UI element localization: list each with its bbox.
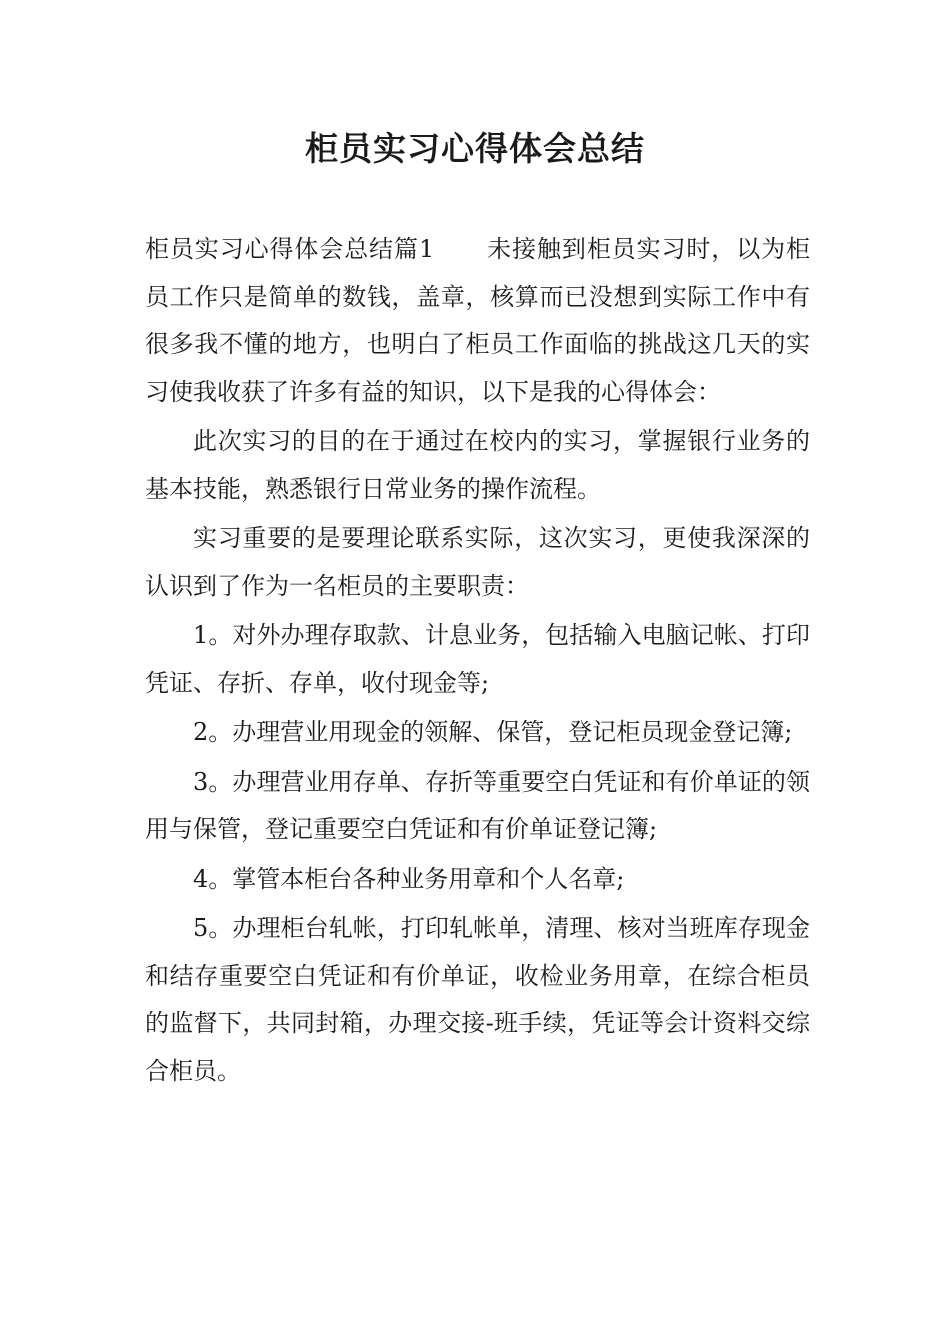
list-item-1: 1。对外办理存取款、计息业务，包括输入电脑记帐、打印凭证、存折、存单，收付现金等; [145,621,810,697]
document-title: 柜员实习心得体会总结 [305,129,645,168]
document-body [145,226,810,1097]
paragraph-text: 未接触到柜员实习时，以为柜员工作只是简单的数钱，盖章，核算而已没想到实际工作中有很多我不懂的地方，也明白了柜员工作面临的挑战这几天的实习使我收获了许多有益的知识，以下是我的心得体会： [145,235,810,406]
paragraph-duties-intro: 实习重要的是要理论联系实际，这次实习，更使我深深的认识到了作为一名柜员的主要职责： [145,524,810,600]
article-heading: 柜员实习心得体会总结篇1 [145,235,435,263]
list-item-3: 3。办理营业用存单、存折等重要空白凭证和有价单证的领用与保管，登记重要空白凭证和有价单证登记簿; [145,767,810,843]
paragraph-purpose: 此次实习的目的在于通过在校内的实习，掌握银行业务的基本技能，熟悉银行日常业务的操作流程。 [145,427,810,503]
list-item-2: 2。办理营业用现金的领解、保管，登记柜员现金登记簿; [193,718,793,746]
list-item-4: 4。掌管本柜台各种业务用章和个人名章; [193,864,625,893]
list-item-5: 5。办理柜台轧帐，打印轧帐单，清理、核对当班库存现金和结存重要空白凭证和有价单证，收检业务用章，在综合柜员的监督下，共同封箱，办理交接-班手续，凭证等会计资料交综合柜员。 [145,914,810,1085]
intro-paragraph [145,226,810,416]
